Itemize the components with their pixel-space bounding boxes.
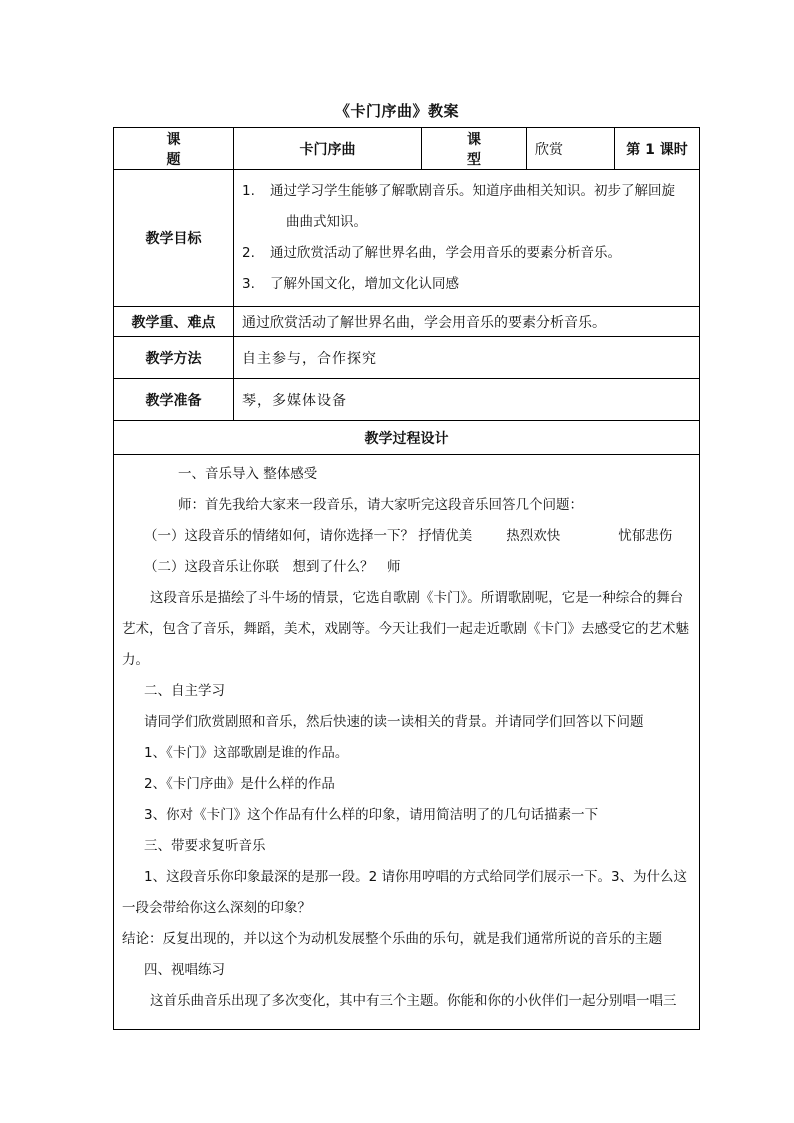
period-value: 第 1 课时: [615, 128, 700, 170]
document-title: 《卡门序曲》教案: [334, 102, 459, 120]
question-1-option-3: 忧郁悲伤: [618, 528, 673, 544]
goal-item-1: [242, 176, 691, 238]
goal-item-3: [242, 269, 691, 300]
goals-content: [234, 170, 700, 307]
section-1-intro: 师：首先我给大家来一段音乐，请大家听完这段音乐回答几个问题：: [178, 497, 583, 513]
goal-text: 通过学习学生能够了解歌剧音乐。知道序曲相关知识。初步了解回旋: [270, 183, 675, 199]
header-row: [114, 128, 700, 170]
goal-number: 2.: [242, 245, 255, 261]
process-body-cell: [114, 455, 700, 1030]
question-1-option-1: 抒情优美: [418, 528, 473, 544]
topic-label: 课 题: [114, 128, 234, 170]
type-label: 课 型: [422, 128, 527, 170]
method-row: [114, 337, 700, 379]
section-3-conclusion: 结论：反复出现的，并以这个为动机发展整个乐曲的乐句，就是我们通常所说的音乐的主题: [122, 931, 662, 947]
process-heading: 教学过程设计: [114, 421, 700, 455]
section-3-paragraph: 1、这段音乐你印象最深的是那一段。2 请你用哼唱的方式给同学们展示一下。3、为什么这一段会带给你这么深刻的印象？: [122, 869, 688, 916]
method-label: 教学方法: [114, 337, 234, 379]
type-value: 欣赏: [527, 128, 615, 170]
question-1-text: （一）这段音乐的情绪如何，请你选择一下？: [144, 528, 414, 544]
key-points-row: [114, 307, 700, 337]
key-points-value: 通过欣赏活动了解世界名曲，学会用音乐的要素分析音乐。: [234, 307, 700, 337]
section-3-title: 三、带要求复听音乐: [144, 838, 266, 854]
topic-value: 卡门序曲: [234, 128, 422, 170]
prep-row: [114, 379, 700, 421]
question-1-option-2: 热烈欢快: [506, 528, 561, 544]
section-2-question-2: 2、《卡门序曲》是什么样的作品: [144, 776, 335, 792]
prep-label: 教学准备: [114, 379, 234, 421]
process-heading-row: [114, 421, 700, 455]
section-2-question-1: 1、《卡门》这部歌剧是谁的作品。: [144, 745, 349, 761]
goals-list: [234, 170, 699, 306]
goal-text: 了解外国文化，增加文化认同感: [270, 276, 459, 292]
method-value: 自主参与，合作探究: [234, 337, 700, 379]
section-1-paragraph: 这段音乐是描绘了斗牛场的情景，它选自歌剧《卡门》。所谓歌剧呢，它是一种综合的舞台艺术，包含了音乐，舞蹈，美术，戏剧等。今天让我们一起走近歌剧《卡门》去感受它的艺术魅力。: [122, 590, 689, 668]
prep-value: 琴，多媒体设备: [234, 379, 700, 421]
lesson-plan-table: [113, 127, 700, 1030]
goal-text-continued: 曲曲式知识。: [286, 214, 367, 230]
section-2-question-3: 3、你对《卡门》这个作品有什么样的印象，请用简洁明了的几句话描素一下: [144, 807, 599, 823]
process-body: [114, 455, 699, 1029]
question-2: （二）这段音乐让你联 想到了什么？ 师: [144, 559, 401, 575]
section-1-title: 一、音乐导入 整体感受: [178, 466, 318, 482]
section-4-title: 四、视唱练习: [144, 962, 225, 978]
goal-text: 通过欣赏活动了解世界名曲，学会用音乐的要素分析音乐。: [270, 245, 621, 261]
goals-label: 教学目标: [114, 170, 234, 307]
section-4-paragraph: 这首乐曲音乐出现了多次变化，其中有三个主题。你能和你的小伙伴们一起分别唱一唱三: [150, 993, 677, 1009]
goal-item-2: [242, 238, 691, 269]
goal-number: 3.: [242, 276, 255, 292]
goal-number: 1.: [242, 183, 255, 199]
key-points-label: 教学重、难点: [114, 307, 234, 337]
goals-row: [114, 170, 700, 307]
process-body-row: [114, 455, 700, 1030]
question-1: [122, 521, 691, 552]
section-2-title: 二、自主学习: [144, 683, 225, 699]
section-2-intro: 请同学们欣赏剧照和音乐，然后快速的读一读相关的背景。并请同学们回答以下问题: [144, 714, 644, 730]
